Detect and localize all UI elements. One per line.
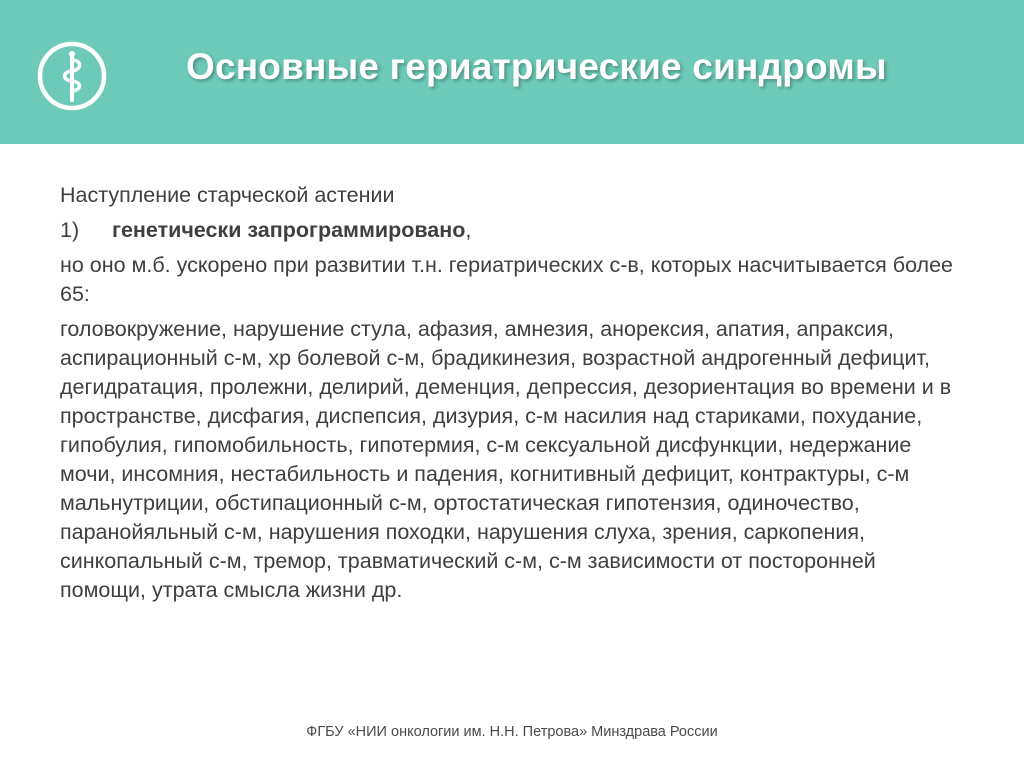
list-item-body xyxy=(112,216,471,245)
intro-text: Наступление старческой астении xyxy=(60,183,395,207)
list-item xyxy=(60,216,965,245)
list-item-number: 1) xyxy=(60,218,80,242)
caduceus-icon xyxy=(36,40,108,112)
header-bar xyxy=(0,0,1024,144)
syndromes-list: головокружение, нарушение стула, афазия, амнезия, анорексия, апатия, апраксия, аспирационный с-м, хр болевой с-м, брадикинезия, возрастной андрогенный дефицит, дегидратация, пролежни, делирий, деменция, депрессия, дезориентация во времени и в пространстве, дисфагия, диспепсия, дизурия, с-м насилия над стариками, похудание, гипобулия, гипомобильность, гипотермия, с-м сексуальной дисфункции, недержание мочи, инсомния, нестабильность и падения, когнитивный дефицит, контрактуры, с-м мальнутриции, обстипационный с-м, ортостатическая гипотензия, одиночество, паранойяльный с-м, нарушения походки, нарушения слуха, зрения, саркопения, синкопальный с-м, тремор, травматический с-м, с-м зависимости от посторонней помощи, утрата смысла жизни др. xyxy=(60,317,952,602)
list-item-suffix: , xyxy=(465,218,472,242)
page-title: Основные гериатрические синдромы xyxy=(186,46,887,87)
footer-text: ФГБУ «НИИ онкологии им. Н.Н. Петрова» Минздрава России xyxy=(306,724,718,740)
slide-content xyxy=(60,181,965,605)
note-text: но оно м.б. ускорено при развитии т.н. гериатрических с-в, которых насчитывается более 65: xyxy=(60,253,954,306)
list-item-text: генетически запрограммировано xyxy=(112,218,466,242)
